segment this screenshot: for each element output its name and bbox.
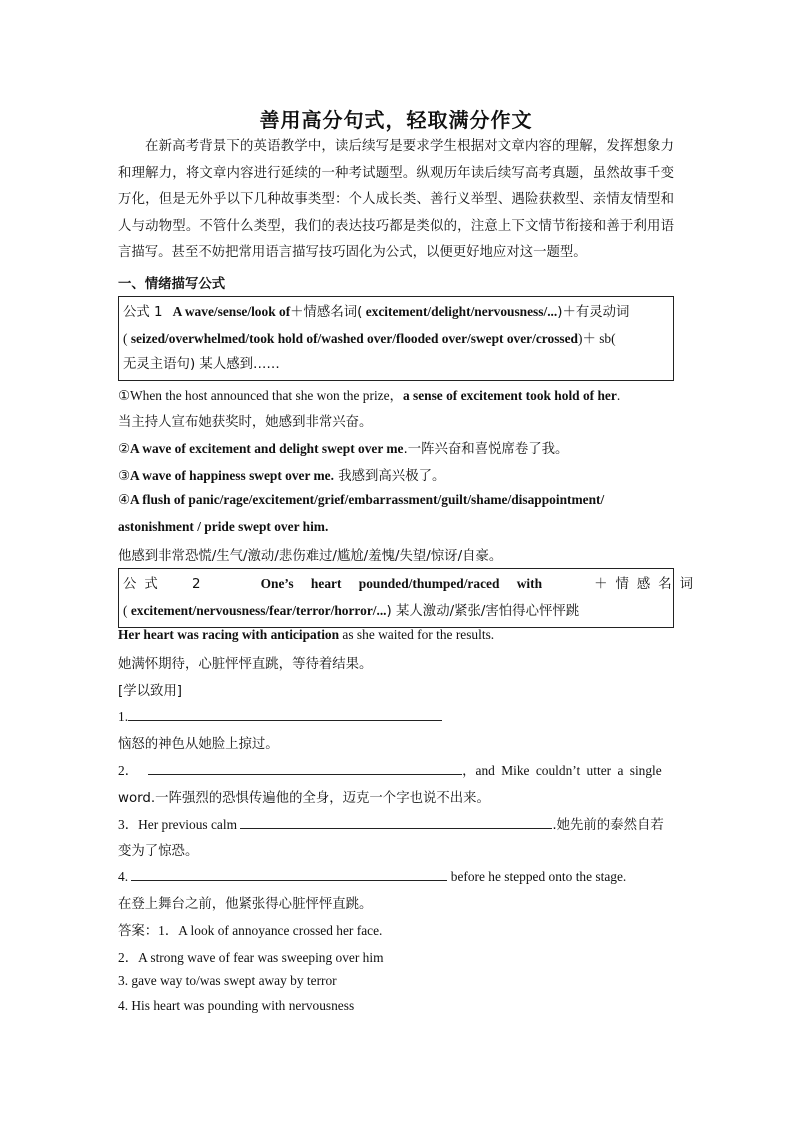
formula-text: 无灵主语句) 某人感到…… [123, 357, 280, 372]
answer-blank[interactable] [131, 867, 447, 881]
practice-item-4: 4. before he stepped onto the stage. [118, 869, 627, 884]
formula-text: )＋ sb( [578, 331, 616, 346]
practice-item-2: 2． ，and Mike couldn’t utter a single [118, 763, 662, 778]
practice-item-1: 1. [118, 707, 674, 725]
intro-paragraph: 在新高考背景下的英语教学中，读后续写是要求学生根据对文章内容的理解，发挥想象力和理解力，将文章内容进行延续的一种考试题型。纵观历年读后续写高考真题，虽然故事千变万化，但是无外乎以下几种故事类型：个人成长类、善行义举型、遇险获救型、亲情友情型和人与动物型。不管什么类型，我们的表达技巧都是类似的，注意上下文情节衔接和善于利用语言描写。甚至不妨把常用语言描写技巧固化为公式，以便更好地应对这一题型。 [118, 139, 674, 260]
example-sentence: ③A wave of happiness swept over me. 我感到高兴极了。 [118, 468, 446, 484]
example-sentence: Her heart was racing with anticipation as she waited for the results. [118, 627, 495, 642]
practice-prompt: 变为了惊恐。 [118, 844, 199, 859]
answer-blank[interactable] [128, 707, 442, 721]
formula-text: A wave/sense/look of [172, 304, 291, 319]
example-sentence: ①When the host announced that she won the prize，a sense of excitement took hold of her. [118, 388, 621, 403]
answer-line: 3. gave way to/was swept away by terror [118, 973, 337, 988]
practice-prompt: 在登上舞台之前，他紧张得心脏怦怦直跳。 [118, 897, 373, 912]
example-translation: 她满怀期待，心脏怦怦直跳，等待着结果。 [118, 657, 373, 672]
formula-label: 公式 2 [123, 577, 209, 592]
formula-1-box [118, 296, 674, 381]
formula-label: 公式 1 [123, 305, 163, 320]
answer-blank[interactable] [148, 761, 462, 775]
answer-blank[interactable] [240, 815, 552, 829]
formula-text: ( [123, 603, 128, 618]
example-sentence: ④A flush of panic/rage/excitement/grief/embarrassment/guilt/shame/disappointment/ [118, 492, 605, 507]
formula-text: seized/overwhelmed/took hold of/washed over/flooded over/swept over/crossed [130, 331, 579, 346]
practice-item-3: 3．Her previous calm .她先前的泰然自若 [118, 817, 664, 833]
answer-line: 答案：1．A look of annoyance crossed her face. [118, 923, 383, 938]
formula-text: excitement/nervousness/fear/terror/horror/... [130, 603, 387, 618]
formula-text: ＋情感名词 [594, 577, 702, 592]
answer-line: 2．A strong wave of fear was sweeping over him [118, 950, 384, 965]
example-translation: 他感到非常恐慌/生气/激动/悲伤难过/尴尬/羞愧/失望/惊讶/自豪。 [118, 549, 503, 564]
formula-text: ( [123, 331, 128, 346]
formula-text: One’s heart pounded/thumped/raced with [260, 576, 543, 591]
formula-text: ) 某人激动/紧张/害怕得心怦怦跳 [386, 604, 580, 619]
practice-header: [学以致用] [118, 684, 183, 699]
example-sentence: astonishment / pride swept over him. [118, 519, 329, 534]
page-title: 善用高分句式，轻取满分作文 [259, 108, 533, 132]
answer-line: 4. His heart was pounding with nervousness [118, 998, 355, 1013]
example-sentence: ②A wave of excitement and delight swept over me.一阵兴奋和喜悦席卷了我。 [118, 441, 569, 457]
formula-text: )＋有灵动词 [557, 305, 630, 320]
formula-text: ＋情感名词( [290, 305, 363, 320]
formula-text: excitement/delight/nervousness/... [365, 304, 558, 319]
example-translation: 当主持人宣布她获奖时，她感到非常兴奋。 [118, 415, 373, 430]
practice-prompt: 恼怒的神色从她脸上掠过。 [118, 737, 279, 752]
section-heading: 一、情绪描写公式 [118, 277, 226, 292]
formula-2-box [118, 568, 702, 628]
practice-prompt: word.一阵强烈的恐惧传遍他的全身，迈克一个字也说不出来。 [118, 791, 490, 806]
